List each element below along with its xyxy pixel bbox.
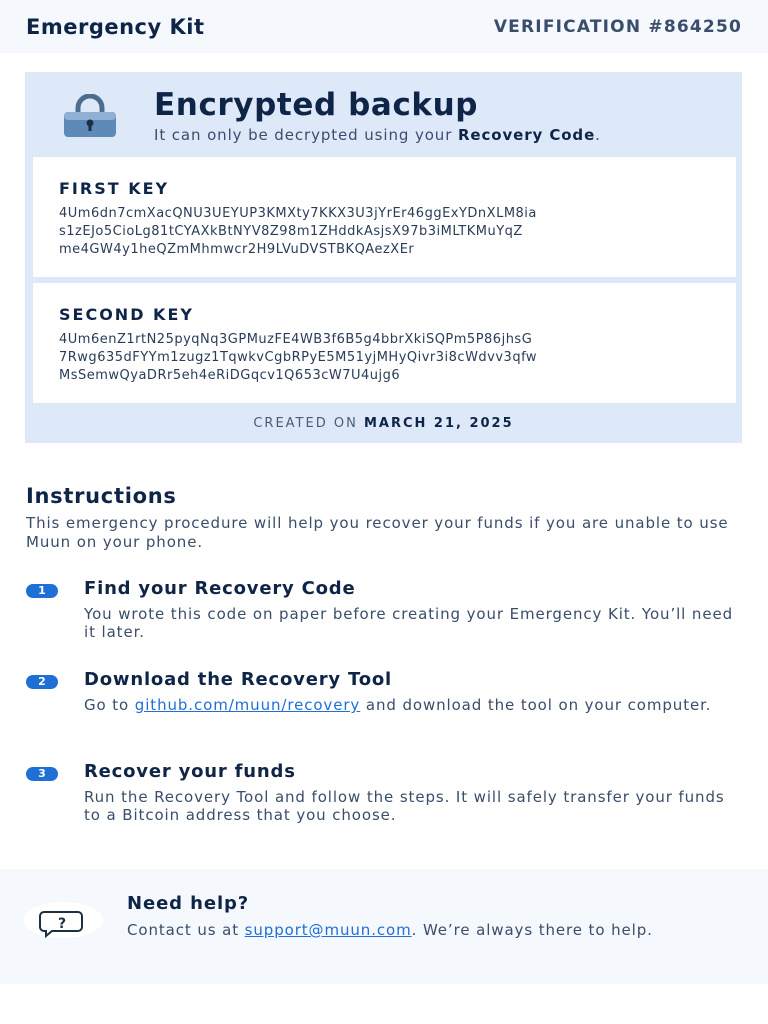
step-title: Find your Recovery Code [84, 578, 356, 599]
step-description: Run the Recovery Tool and follow the steps. It will safely transfer your funds to a Bitcoin address that you choose. [84, 788, 725, 824]
encrypted-backup-panel [25, 72, 742, 443]
lock-icon [62, 94, 118, 138]
key-line: 4Um6dn7cmXacQNU3UEYUP3KMXty7KKX3U3jYrEr46ggExYDnXLM8ia [59, 206, 537, 221]
header-bar [0, 0, 768, 53]
key-line: MsSemwQyaDRr5eh4eRiDGqcv1Q653cW7U4ujg6 [59, 368, 401, 383]
recovery-code-label: Recovery Code [457, 126, 596, 144]
help-title: Need help? [127, 893, 250, 914]
recovery-tool-link[interactable]: github.com/muun/recovery [134, 696, 361, 714]
step-title: Recover your funds [84, 761, 296, 782]
first-key-label: FIRST KEY [59, 179, 170, 198]
svg-text:?: ? [57, 916, 67, 932]
step-description: Go to github.com/muun/recovery and download the tool on your computer. [84, 696, 712, 714]
key-line: s1zEJo5CioLg81tCYAXkBtNYV8Z98m1ZHddkAsjsX97b3iMLTKMuYqZ [59, 224, 523, 239]
created-date: CREATED ON MARCH 21, 2025 [253, 416, 514, 431]
second-key-label: SECOND KEY [59, 305, 194, 324]
step-description: You wrote this code on paper before creating your Emergency Kit. You’ll need it later. [84, 605, 734, 641]
key-line: me4GW4y1heQZmMhmwcr2H9LVuDVSTBKQAezXEr [59, 242, 415, 257]
backup-title: Encrypted backup [154, 87, 479, 123]
second-key-value[interactable] [59, 331, 719, 385]
backup-subtitle: It can only be decrypted using your Recovery Code. [154, 126, 601, 144]
second-key-box [33, 283, 736, 403]
step-title: Download the Recovery Tool [84, 669, 392, 690]
key-line: 4Um6enZ1rtN25pyqNq3GPMuzFE4WB3f6B5g4bbrXkiSQPm5P86jhsG [59, 332, 533, 347]
key-line: 7Rwg635dFYYm1zugz1TqwkvCgbRPyE5M51yjMHyQivr3i8cWdvv3qfw [59, 350, 538, 365]
help-description: Contact us at support@muun.com. We’re always there to help. [127, 921, 653, 939]
chat-question-icon [22, 901, 104, 941]
verification-code: VERIFICATION #864250 [493, 16, 742, 37]
first-key-value[interactable] [59, 205, 719, 259]
step-number-badge: 2 [26, 675, 58, 689]
instructions-title: Instructions [26, 484, 177, 508]
instructions-intro: This emergency procedure will help you recover your funds if you are unable to use Muun on your phone. [26, 514, 729, 551]
first-key-box [33, 157, 736, 277]
step-number-badge: 1 [26, 584, 58, 598]
step-number-badge: 3 [26, 767, 58, 781]
support-email-link[interactable]: support@muun.com [244, 921, 412, 939]
help-section [0, 869, 768, 984]
page-title: Emergency Kit [26, 14, 205, 39]
